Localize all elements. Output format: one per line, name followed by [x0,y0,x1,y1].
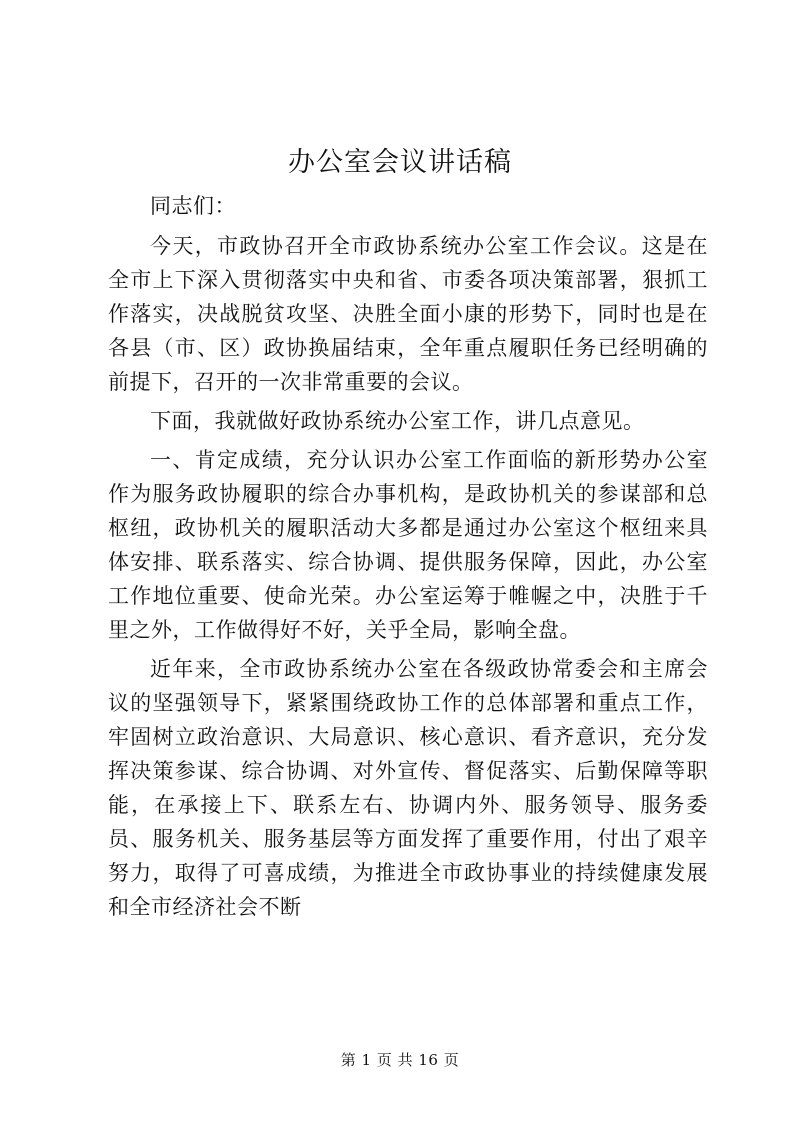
document-title: 办公室会议讲话稿 [288,147,512,178]
salutation-paragraph: 同志们： [150,194,236,218]
body-paragraph: 近年来，全市政协系统办公室在各级政协常委会和主席会议的坚强领导下，紧紧围绕政协工作的总体部署和重点工作，牢固树立政治意识、大局意识、核心意识、看齐意识，充分发挥决策参谋、综合协调、对外宣传、督促落实、后勤保障等职能，在承接上下、联系左右、协调内外、服务领导、服务委员、服务机关、服务基层等方面发挥了重要作用，付出了艰辛努力，取得了可喜成绩，为推进全市政协事业的持续健康发展和全市经济社会不断 [108,657,708,919]
document-body [108,189,708,929]
page-footer: 第 1 页 共 16 页 [340,1051,460,1069]
body-paragraph: 一、肯定成绩，充分认识办公室工作面临的新形势办公室作为服务政协履职的综合办事机构，是政协机关的参谋部和总枢纽，政协机关的履职活动大多都是通过办公室这个枢纽来具体安排、联系落实、综合协调、提供服务保障，因此，办公室工作地位重要、使命光荣。办公室运筹于帷幄之中，决胜于千里之外，工作做得好不好，关乎全局，影响全盘。 [108,448,708,642]
body-paragraph: 今天，市政协召开全市政协系统办公室工作会议。这是在全市上下深入贯彻落实中央和省、市委各项决策部署，狠抓工作落实，决战脱贫攻坚、决胜全面小康的形势下，同时也是在各县（市、区）政协换届结束，全年重点履职任务已经明确的前提下，召开的一次非常重要的会议。 [108,234,708,394]
body-paragraph: 下面，我就做好政协系统办公室工作，讲几点意见。 [150,409,645,433]
